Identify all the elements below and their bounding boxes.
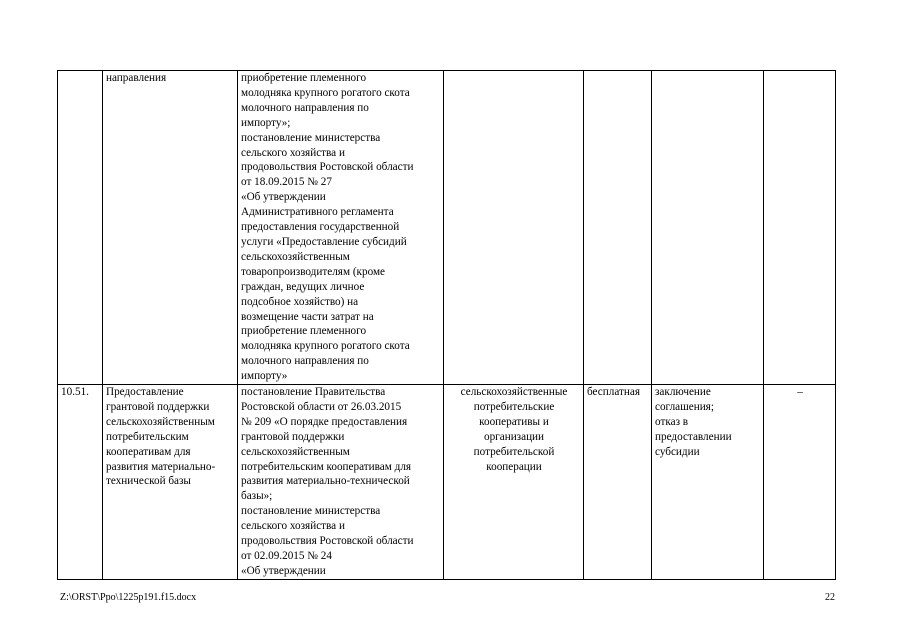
page-number: 22 bbox=[825, 592, 835, 603]
result-cell bbox=[652, 71, 764, 385]
extra-cell bbox=[764, 71, 836, 385]
recipients-cell: сельскохозяйственные потребительские кооперативы и организации потребительской кооперации bbox=[444, 385, 584, 580]
footer-file-path: Z:\ORST\Ppo\1225p191.f15.docx bbox=[60, 592, 197, 603]
services-table bbox=[57, 70, 836, 580]
result-cell: заключение соглашения; отказ в предоставлении субсидии bbox=[652, 385, 764, 580]
cost-cell bbox=[584, 71, 652, 385]
service-name-cell: Предоставление грантовой поддержки сельскохозяйственным потребительским кооперативам для развития материально- технической базы bbox=[103, 385, 238, 580]
extra-cell: – bbox=[764, 385, 836, 580]
legal-basis-cell: постановление Правительства Ростовской области от 26.03.2015 № 209 «О порядке предоставления грантовой поддержки сельскохозяйственным потребительским кооперативам для развития материально-технической базы»; постановление министерства сельского хозяйства и продовольствия Ростовской области от 02.09.2015 № 24 «Об утверждении bbox=[238, 385, 444, 580]
row-number-cell: 10.51. bbox=[58, 385, 103, 580]
row-number-cell bbox=[58, 71, 103, 385]
cost-cell: бесплатная bbox=[584, 385, 652, 580]
table-row bbox=[58, 385, 836, 580]
service-name-cell: направления bbox=[103, 71, 238, 385]
legal-basis-cell: приобретение племенного молодняка крупного рогатого скота молочного направления по импорту»; постановление министерства сельского хозяйства и продовольствия Ростовской области от 18.09.2015 № 27 «Об утверждении Административного регламента предоставления государственной услуги «Предоставление субсидий сельскохозяйственным товаропроизводителям (кроме граждан, ведущих личное подсобное хозяйство) на возмещение части затрат на приобретение племенного молодняка крупного рогатого скота молочного направления по импорту» bbox=[238, 71, 444, 385]
recipients-cell bbox=[444, 71, 584, 385]
table-row bbox=[58, 71, 836, 385]
